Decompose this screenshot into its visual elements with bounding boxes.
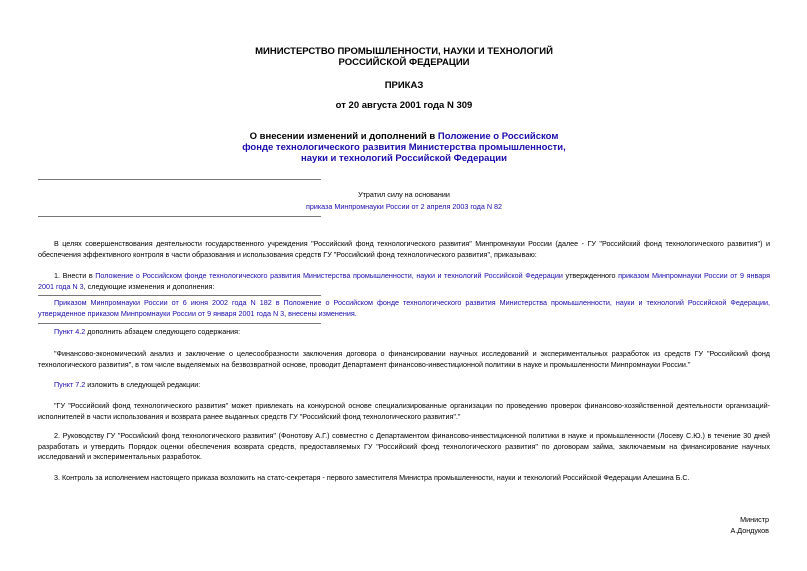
signature-position: Министр [740, 515, 769, 524]
clause-4-2-link[interactable]: Пункт 4.2 [54, 327, 86, 336]
divider-top [38, 179, 321, 180]
clause-7-2-link[interactable]: Пункт 7.2 [54, 380, 86, 389]
status-note [38, 189, 770, 213]
title-link-line2[interactable]: фонде технологического развития Министерства промышленности, [242, 142, 566, 153]
status-note-link[interactable]: приказа Минпромнауки России от 2 апреля 2003 года N 82 [305, 202, 503, 211]
note-link-order-182[interactable]: Приказом Минпромнауки России от 6 июня 2002 года N 182 [54, 298, 272, 307]
note-divider-top [38, 295, 321, 296]
clause-7-2: Пункт 7.2 изложить в следующей редакции: [54, 380, 201, 389]
title-link-line3[interactable]: науки и технологий Российской Федерации [301, 153, 507, 164]
item2-paragraph: 2. Руководству ГУ "Российский фонд технологического развития" (Фонотову А.Г.) совместно с Департаментом финансово-инвестиционной политики в науке и промышленности (Лосеву С.Ю.) в течение 30 дней разработать и утвердить Порядок оценки обеспечения возврата средств, предоставляемых ГУ "Российский фонд технологического развития" по договорам займа, заключаемым на финансирование научных исследований и экспериментальных разработок. [38, 431, 770, 462]
doc-type: ПРИКАЗ [384, 80, 424, 91]
quote-7-2: "ГУ "Российский фонд технологического развития" может привлекать на конкурсной основе специализированные организации по проведению проверок финансово-хозяйственной деятельности организаций-исполнителей в части использования и возврата ранее выданных средств ГУ "Российский фонд технологического развития"." [38, 401, 770, 421]
item1-link-regulation[interactable]: Положение о Российском фонде технологического развития Министерства промышленности, науки и технологий Российской Федерации [95, 271, 563, 280]
note-link-regulation[interactable]: Положение о Российском фонде технологического развития Министерства промышленности, науки и технологий Российской Федерации [283, 298, 768, 307]
title-link[interactable]: Положение о Российском [437, 131, 559, 142]
note-link-order-3[interactable]: приказом Минпромнауки России от 9 января 2001 года N 3 [87, 308, 285, 318]
intro-paragraph: В целях совершенствования деятельности государственного учреждения "Российский фонд технологического развития" Минпромнауки России (далее - ГУ "Российский фонд технологического развития") и обеспечения эффективного контроля в части образования и использования средств ГУ "Российский фонд технологического развития", приказываю: [38, 239, 770, 259]
status-note-line1: Утратил силу на основании [358, 190, 450, 199]
clause-4-2: Пункт 4.2 дополнить абзацем следующего содержания: [54, 327, 241, 336]
document-header [38, 46, 770, 68]
note-divider-bottom [38, 323, 321, 324]
signature-name: А.Дондуков [730, 525, 769, 535]
date-number: от 20 августа 2001 года N 309 [335, 100, 473, 111]
item1-paragraph: 1. Внести в Положение о Российском фонде технологического развития Министерства промышленности, науки и технологий Российской Федерации утвержденного приказом Минпромнауки России от 9 января 2001 года N 3, следующие изменения и дополнения: [38, 271, 770, 291]
quote-4-2: "Финансово-экономический анализ и заключение о целесообразности заключения договора о финансировании научных исследований и экспериментальных разработок из средств ГУ "Российский фонд технологического развития", в том числе выделяемых на безвозвратной основе, проводит Департамент финансово-инвестиционной политики в науке и промышленности Минпромнауки России." [38, 349, 770, 369]
title-prefix: О внесении изменений и дополнений в [249, 131, 438, 142]
signature-block [730, 515, 769, 536]
item3-paragraph: 3. Контроль за исполнением настоящего приказа возложить на статс-секретаря - первого заместителя Министра промышленности, науки и технологий Российской Федерации Алешина Б.С. [54, 473, 690, 482]
divider-bottom [38, 216, 321, 217]
ministry-line1: МИНИСТЕРСТВО ПРОМЫШЛЕННОСТИ, НАУКИ И ТЕХНОЛОГИЙ [255, 46, 553, 57]
item1-link-order[interactable]: приказом Минпромнауки России от 9 января 2001 года N 3 [38, 271, 770, 291]
amendment-note: Приказом Минпромнауки России от 6 июня 2002 года N 182 в Положение о Российском фонде технологического развития Министерства промышленности, науки и технологий Российской Федерации, утвержденное приказом Минпромнауки России от 9 января 2001 года N 3, внесены изменения. [38, 298, 770, 318]
ministry-line2: РОССИЙСКОЙ ФЕДЕРАЦИИ [338, 57, 470, 68]
document-title [38, 131, 770, 164]
